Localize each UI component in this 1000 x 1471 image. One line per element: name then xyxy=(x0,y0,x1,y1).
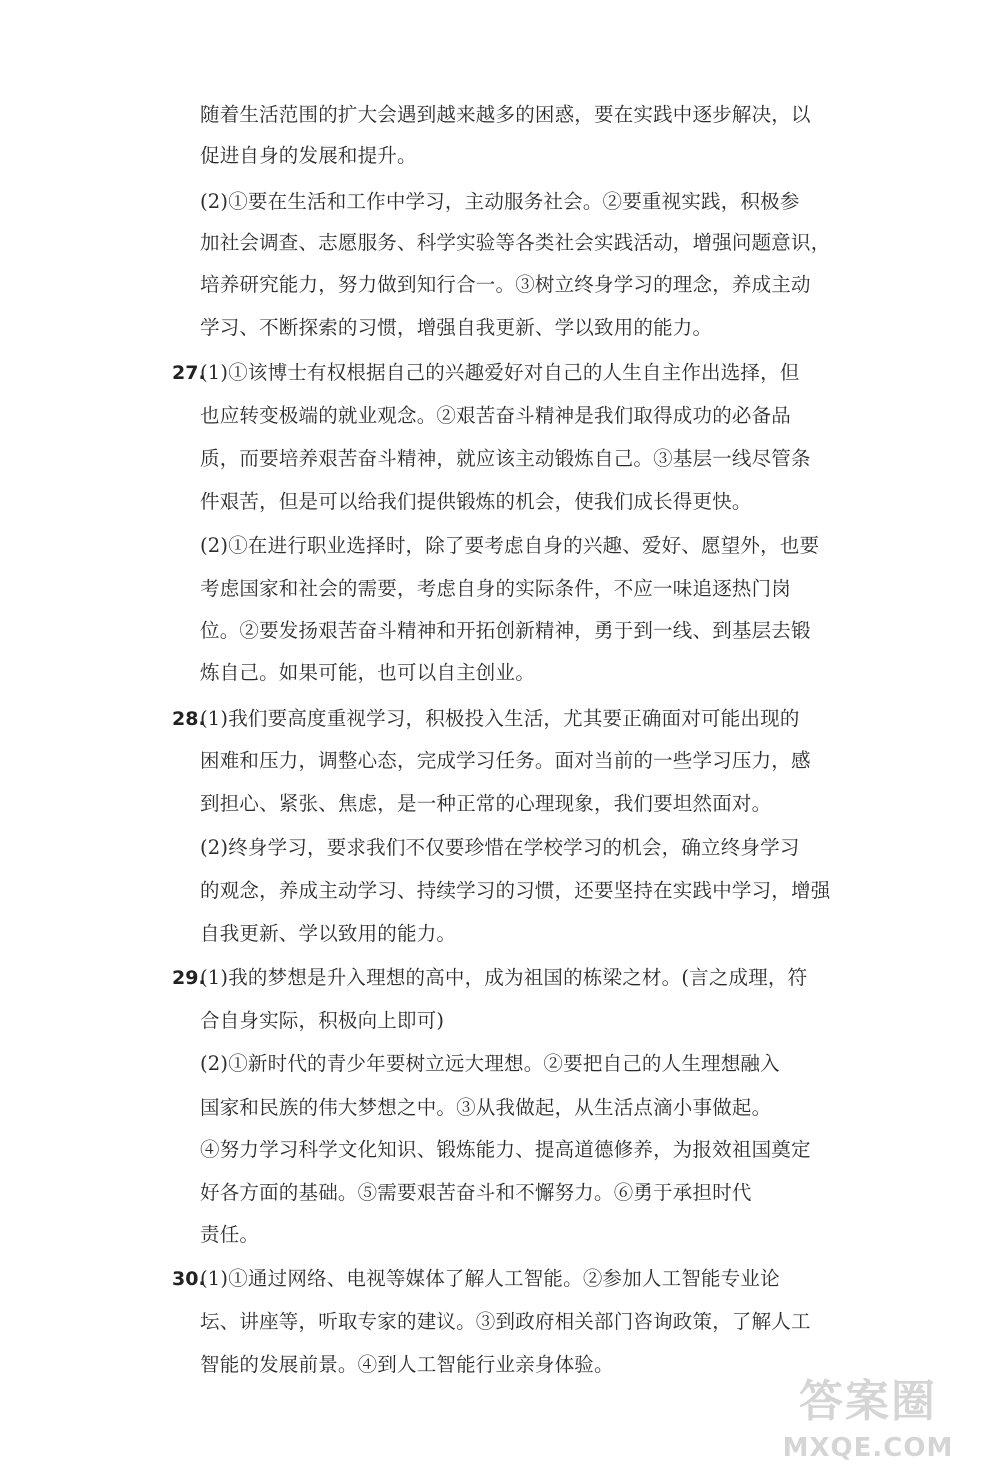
text-line: 到担心、紧张、焦虑，是一种正常的心理现象，我们要坦然面对。 xyxy=(200,792,772,815)
text-line: (2)①在进行职业选择时，除了要考虑自身的兴趣、爱好、愿望外，也要 xyxy=(200,534,820,557)
text-line: 智能的发展前景。④到人工智能行业亲身体验。 xyxy=(200,1353,614,1376)
text-line: 学习、不断探索的习惯，增强自我更新、学以致用的能力。 xyxy=(200,316,713,339)
text-line: (2)①要在生活和工作中学习，主动服务社会。②要重视实践，积极参 xyxy=(200,190,800,213)
text-line: 的观念，养成主动学习、持续学习的习惯，还要坚持在实践中学习，增强 xyxy=(200,879,831,902)
text-line: 考虑国家和社会的需要，考虑自身的实际条件，不应一味追逐热门岗 xyxy=(200,577,792,600)
text-line: (2)①新时代的青少年要树立远大理想。②要把自己的人生理想融入 xyxy=(200,1052,780,1075)
text-line: 件艰苦，但是可以给我们提供锻炼的机会，使我们成长得更快。 xyxy=(200,490,752,513)
text-line: 好各方面的基础。⑤需要艰苦奋斗和不懈努力。⑥勇于承担时代 xyxy=(200,1181,752,1204)
text-line: (1)①该博士有权根据自己的兴趣爱好对自己的人生自主作出选择，但 xyxy=(200,361,800,384)
text-line: 促进自身的发展和提升。 xyxy=(200,144,417,167)
text-line: 加社会调查、志愿服务、科学实验等各类社会实践活动，增强问题意识， xyxy=(200,231,831,254)
text-line: 炼自己。如果可能，也可以自主创业。 xyxy=(200,661,535,684)
text-line: 也应转变极端的就业观念。②艰苦奋斗精神是我们取得成功的必备品 xyxy=(200,404,792,427)
text-line: 国家和民族的伟大梦想之中。③从我做起，从生活点滴小事做起。 xyxy=(200,1096,772,1119)
text-line: 随着生活范围的扩大会遇到越来越多的困惑，要在实践中逐步解决，以 xyxy=(200,103,811,126)
text-line: 培养研究能力，努力做到知行合一。③树立终身学习的理念，养成主动 xyxy=(200,273,811,296)
watermark-logo-text: 答案圈 xyxy=(799,1376,937,1427)
question-number-29: 29. xyxy=(172,967,206,989)
question-number-30: 30. xyxy=(172,1268,206,1290)
text-line: 质，而要培养艰苦奋斗精神，就应该主动锻炼自己。③基层一线尽管条 xyxy=(200,447,811,470)
text-line: 责任。 xyxy=(200,1223,260,1246)
text-line: 位。②要发扬艰苦奋斗精神和开拓创新精神，勇于到一线、到基层去锻 xyxy=(200,619,811,642)
watermark-url: MXQE.COM xyxy=(782,1433,954,1463)
text-line: 自我更新、学以致用的能力。 xyxy=(200,922,457,945)
text-line: (1)我的梦想是升入理想的高中，成为祖国的栋梁之材。(言之成理，符 xyxy=(200,966,808,989)
text-line: (2)终身学习，要求我们不仅要珍惜在学校学习的机会，确立终身学习 xyxy=(200,836,800,859)
text-line: 困难和压力，调整心态，完成学习任务。面对当前的一些学习压力，感 xyxy=(200,749,811,772)
text-line: (1)我们要高度重视学习，积极投入生活，尤其要正确面对可能出现的 xyxy=(200,707,800,730)
text-line: ④努力学习科学文化知识、锻炼能力、提高道德修养，为报效祖国奠定 xyxy=(200,1138,811,1161)
question-number-28: 28. xyxy=(172,708,206,730)
text-line: (1)①通过网络、电视等媒体了解人工智能。②参加人工智能专业论 xyxy=(200,1267,780,1290)
text-line: 坛、讲座等，听取专家的建议。③到政府相关部门咨询政策，了解人工 xyxy=(200,1310,811,1333)
text-line: 合自身实际，积极向上即可) xyxy=(200,1009,445,1032)
site-watermark xyxy=(768,1363,968,1463)
question-number-27: 27. xyxy=(172,362,206,384)
